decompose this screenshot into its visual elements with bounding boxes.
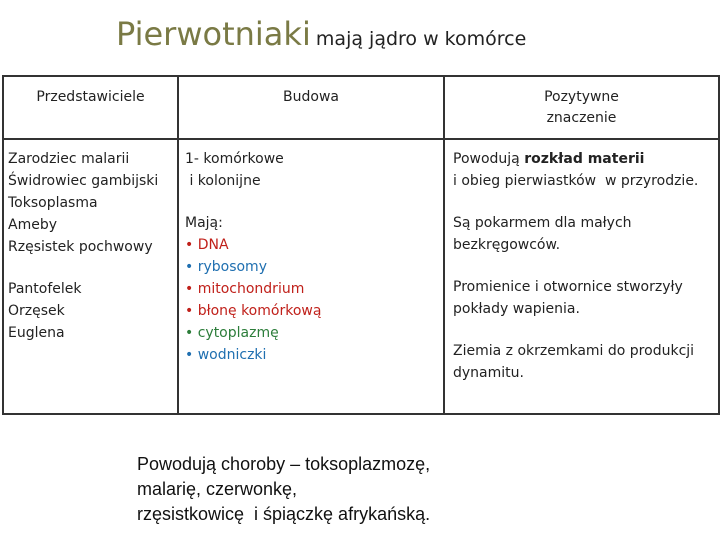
budowa-item-mitochondrium: • mitochondrium bbox=[185, 281, 305, 297]
note-line3: rzęsistkowicę i śpiączkę afrykańską. bbox=[137, 504, 431, 524]
znaczenie-p2-line1: Są pokarmem dla małych bbox=[453, 215, 632, 231]
list-item: Toksoplasma bbox=[8, 195, 98, 211]
budowa-maja: Mają: bbox=[185, 215, 223, 231]
info-table bbox=[2, 75, 720, 415]
list-item: Pantofelek bbox=[8, 281, 82, 297]
znaczenie-p1-bold: rozkład materii bbox=[524, 151, 645, 167]
budowa-item-rybosomy: • rybosomy bbox=[185, 259, 267, 275]
list-item: Ameby bbox=[8, 217, 57, 233]
table-header-row bbox=[3, 76, 719, 139]
budowa-line2: i kolonijne bbox=[185, 173, 261, 189]
header-budowa: Budowa bbox=[178, 76, 444, 139]
cell-budowa bbox=[178, 139, 444, 414]
znaczenie-p3-line1: Promienice i otwornice stworzyły bbox=[453, 279, 683, 295]
title-main: Pierwotniaki bbox=[116, 15, 311, 53]
disease-note bbox=[137, 452, 430, 527]
header-przedstawiciele: Przedstawiciele bbox=[3, 76, 178, 139]
header-znaczenie bbox=[444, 76, 719, 139]
znaczenie-p1-line2: i obieg pierwiastków w przyrodzie. bbox=[453, 173, 699, 189]
budowa-item-wodniczki: • wodniczki bbox=[185, 347, 267, 363]
budowa-item-cytoplazma: • cytoplazmę bbox=[185, 325, 279, 341]
slide-title bbox=[116, 15, 527, 53]
budowa-line1: 1- komórkowe bbox=[185, 151, 284, 167]
list-item: Orzęsek bbox=[8, 303, 65, 319]
header-znaczenie-text: Pozytywne znaczenie bbox=[544, 89, 619, 126]
znaczenie-p4-line2: dynamitu. bbox=[453, 365, 524, 381]
note-line1: Powodują choroby – toksoplazmozę, bbox=[137, 454, 431, 474]
cell-przedstawiciele bbox=[3, 139, 178, 414]
znaczenie-p1-line1 bbox=[453, 148, 714, 170]
table-body-row bbox=[3, 139, 719, 414]
list-item: Świdrowiec gambijski bbox=[8, 173, 159, 189]
znaczenie-p2-line2: bezkręgowców. bbox=[453, 237, 561, 253]
title-rest: mają jądro w komórce bbox=[315, 28, 527, 50]
znaczenie-p4-line1: Ziemia z okrzemkami do produkcji bbox=[453, 343, 695, 359]
note-line2: malarię, czerwonkę, bbox=[137, 479, 298, 499]
budowa-item-dna: • DNA bbox=[185, 237, 229, 253]
znaczenie-p3-line2: pokłady wapienia. bbox=[453, 301, 580, 317]
znaczenie-p1-a: Powodują bbox=[453, 151, 525, 167]
list-item: Euglena bbox=[8, 325, 65, 341]
budowa-item-blona: • błonę komórkową bbox=[185, 303, 322, 319]
cell-znaczenie bbox=[444, 139, 719, 414]
list-item: Rzęsistek pochwowy bbox=[8, 239, 153, 255]
list-item: Zarodziec malarii bbox=[8, 151, 130, 167]
